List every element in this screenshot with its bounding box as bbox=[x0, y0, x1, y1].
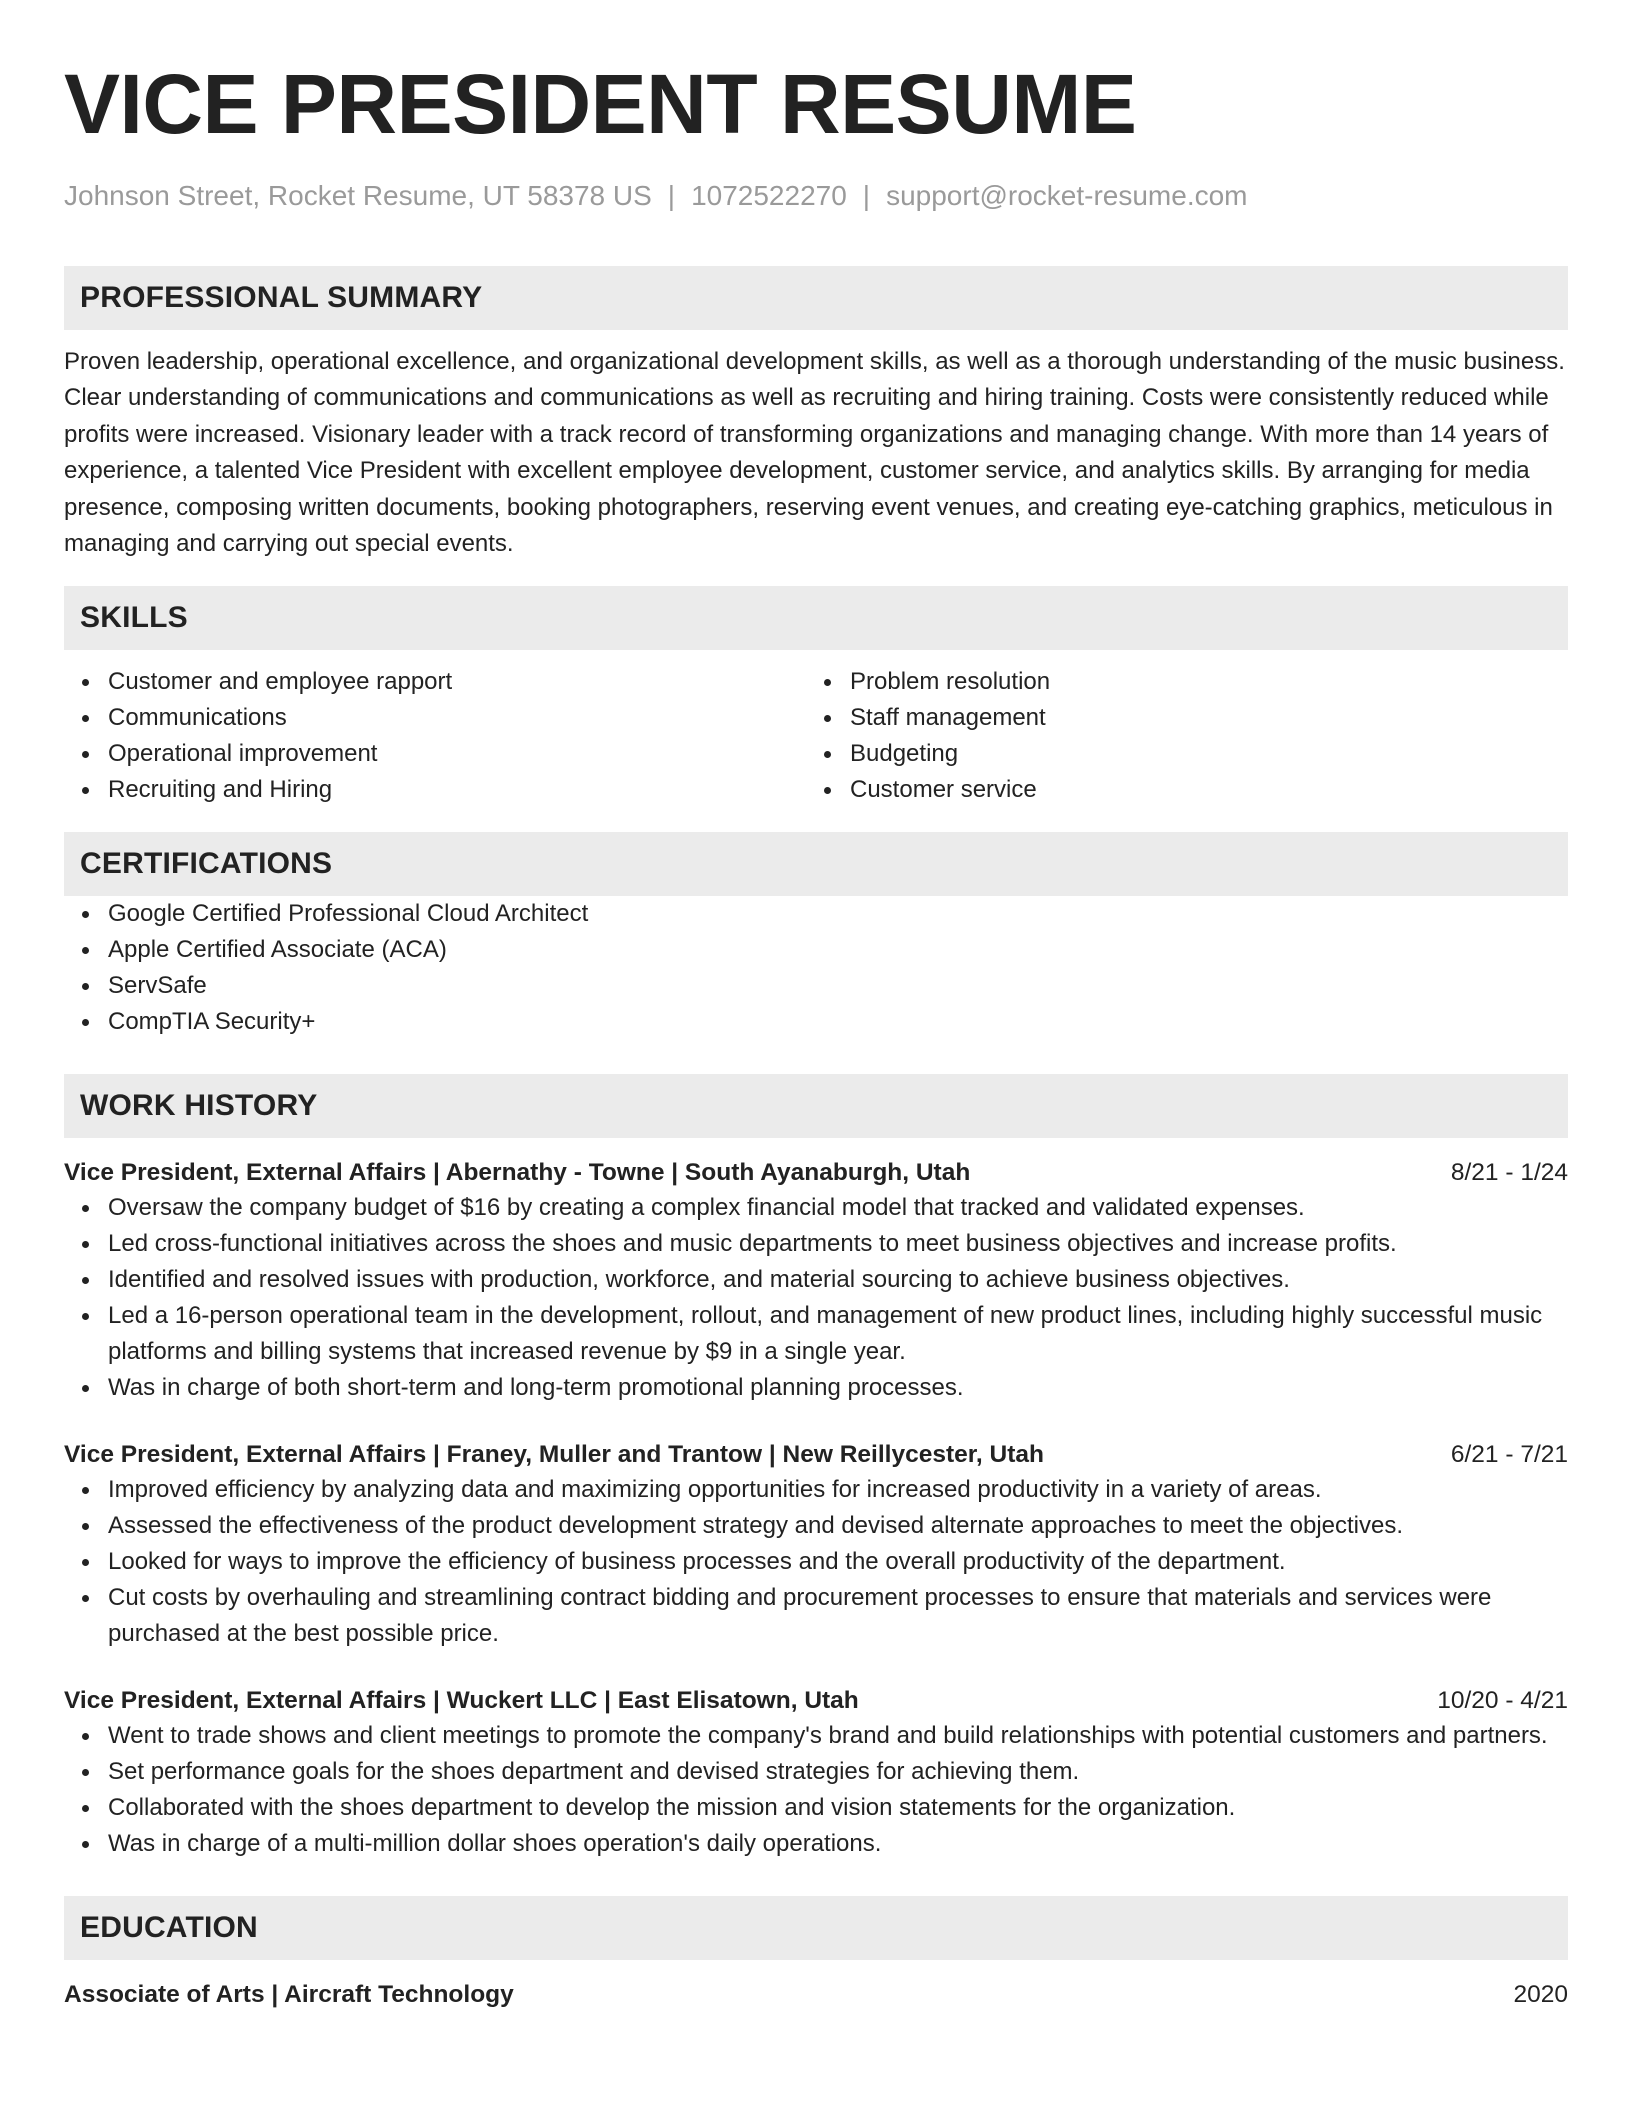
contact-separator: | bbox=[667, 180, 676, 211]
resume-title: VICE PRESIDENT RESUME bbox=[64, 57, 1137, 151]
job-entry bbox=[64, 1438, 1568, 1652]
job-title: Vice President, External Affairs | Wuckert LLC | East Elisatown, Utah bbox=[64, 1687, 859, 1715]
job-bullet: Improved efficiency by analyzing data and maximizing opportunities for increased productivity in a variety of areas. bbox=[64, 1472, 1568, 1508]
skill-item: Recruiting and Hiring bbox=[64, 772, 806, 808]
certification-item: Apple Certified Associate (ACA) bbox=[64, 932, 1568, 968]
job-bullet: Cut costs by overhauling and streamlining contract bidding and procurement processes to ensure that materials and services were purchased at the best possible price. bbox=[64, 1580, 1568, 1652]
job-bullet: Set performance goals for the shoes department and devised strategies for achieving them. bbox=[64, 1754, 1568, 1790]
skills-grid bbox=[64, 664, 1568, 808]
section-header-education: EDUCATION bbox=[64, 1896, 1568, 1960]
skills-column-right bbox=[806, 664, 1548, 808]
job-dates: 10/20 - 4/21 bbox=[1437, 1687, 1568, 1715]
certifications-list bbox=[64, 896, 1568, 1040]
job-bullet: Looked for ways to improve the efficiency of business processes and the overall productivity of the department. bbox=[64, 1544, 1568, 1580]
job-bullet: Collaborated with the shoes department to develop the mission and vision statements for the organization. bbox=[64, 1790, 1568, 1826]
certification-item: CompTIA Security+ bbox=[64, 1004, 1568, 1040]
certification-item: ServSafe bbox=[64, 968, 1568, 1004]
contact-address: Johnson Street, Rocket Resume, UT 58378 US bbox=[64, 180, 652, 211]
skill-item: Operational improvement bbox=[64, 736, 806, 772]
contact-email[interactable]: support@rocket-resume.com bbox=[886, 180, 1248, 211]
summary-text: Proven leadership, operational excellence, and organizational development skills, as well as a thorough understanding of the music business. Clear understanding of communications and communications as well as recruiting and hiring training. Costs were consistently reduced while profits were increased. Visionary leader with a track record of transforming organizations and managing change. With more than 14 years of experience, a talented Vice President with excellent employee development, customer service, and analytics skills. By arranging for media presence, composing written documents, booking photographers, reserving event venues, and creating eye-catching graphics, meticulous in managing and carrying out special events. bbox=[64, 348, 1565, 558]
job-entry bbox=[64, 1684, 1568, 1862]
job-bullet: Was in charge of a multi-million dollar shoes operation's daily operations. bbox=[64, 1826, 1568, 1862]
resume-page bbox=[64, 0, 1568, 2012]
job-header bbox=[64, 1684, 1568, 1718]
job-bullet: Oversaw the company budget of $16 by creating a complex financial model that tracked and validated expenses. bbox=[64, 1190, 1568, 1226]
job-bullets bbox=[64, 1472, 1568, 1652]
skill-item: Problem resolution bbox=[806, 664, 1548, 700]
section-header-summary: PROFESSIONAL SUMMARY bbox=[64, 266, 1568, 330]
section-header-skills: SKILLS bbox=[64, 586, 1568, 650]
education-entry bbox=[64, 1978, 1568, 2012]
contact-separator: | bbox=[862, 180, 871, 211]
job-title: Vice President, External Affairs | Franey, Muller and Trantow | New Reillycester, Utah bbox=[64, 1441, 1044, 1469]
education-title: Associate of Arts | Aircraft Technology bbox=[64, 1981, 514, 2009]
job-bullet: Assessed the effectiveness of the product development strategy and devised alternate approaches to meet the objectives. bbox=[64, 1508, 1568, 1544]
job-header bbox=[64, 1438, 1568, 1472]
job-bullet: Was in charge of both short-term and long-term promotional planning processes. bbox=[64, 1370, 1568, 1406]
contact-line bbox=[64, 180, 1568, 212]
job-bullet: Went to trade shows and client meetings to promote the company's brand and build relationships with potential customers and partners. bbox=[64, 1718, 1568, 1754]
section-header-work-history: WORK HISTORY bbox=[64, 1074, 1568, 1138]
job-bullet: Led a 16-person operational team in the development, rollout, and management of new product lines, including highly successful music platforms and billing systems that increased revenue by $9 in a single year. bbox=[64, 1298, 1568, 1370]
job-title: Vice President, External Affairs | Abernathy - Towne | South Ayanaburgh, Utah bbox=[64, 1159, 971, 1187]
job-entry bbox=[64, 1156, 1568, 1406]
skills-column-left bbox=[64, 664, 806, 808]
job-bullets bbox=[64, 1190, 1568, 1406]
skill-item: Customer and employee rapport bbox=[64, 664, 806, 700]
skill-item: Customer service bbox=[806, 772, 1548, 808]
job-header bbox=[64, 1156, 1568, 1190]
education-year: 2020 bbox=[1513, 1981, 1568, 2009]
job-dates: 8/21 - 1/24 bbox=[1450, 1159, 1568, 1187]
job-bullet: Identified and resolved issues with production, workforce, and material sourcing to achieve business objectives. bbox=[64, 1262, 1568, 1298]
job-bullets bbox=[64, 1718, 1568, 1862]
skill-item: Communications bbox=[64, 700, 806, 736]
skill-item: Staff management bbox=[806, 700, 1548, 736]
contact-phone: 1072522270 bbox=[691, 180, 847, 211]
job-bullet: Led cross-functional initiatives across the shoes and music departments to meet business objectives and increase profits. bbox=[64, 1226, 1568, 1262]
section-header-certifications: CERTIFICATIONS bbox=[64, 832, 1568, 896]
job-dates: 6/21 - 7/21 bbox=[1450, 1441, 1568, 1469]
certification-item: Google Certified Professional Cloud Architect bbox=[64, 896, 1568, 932]
skill-item: Budgeting bbox=[806, 736, 1548, 772]
